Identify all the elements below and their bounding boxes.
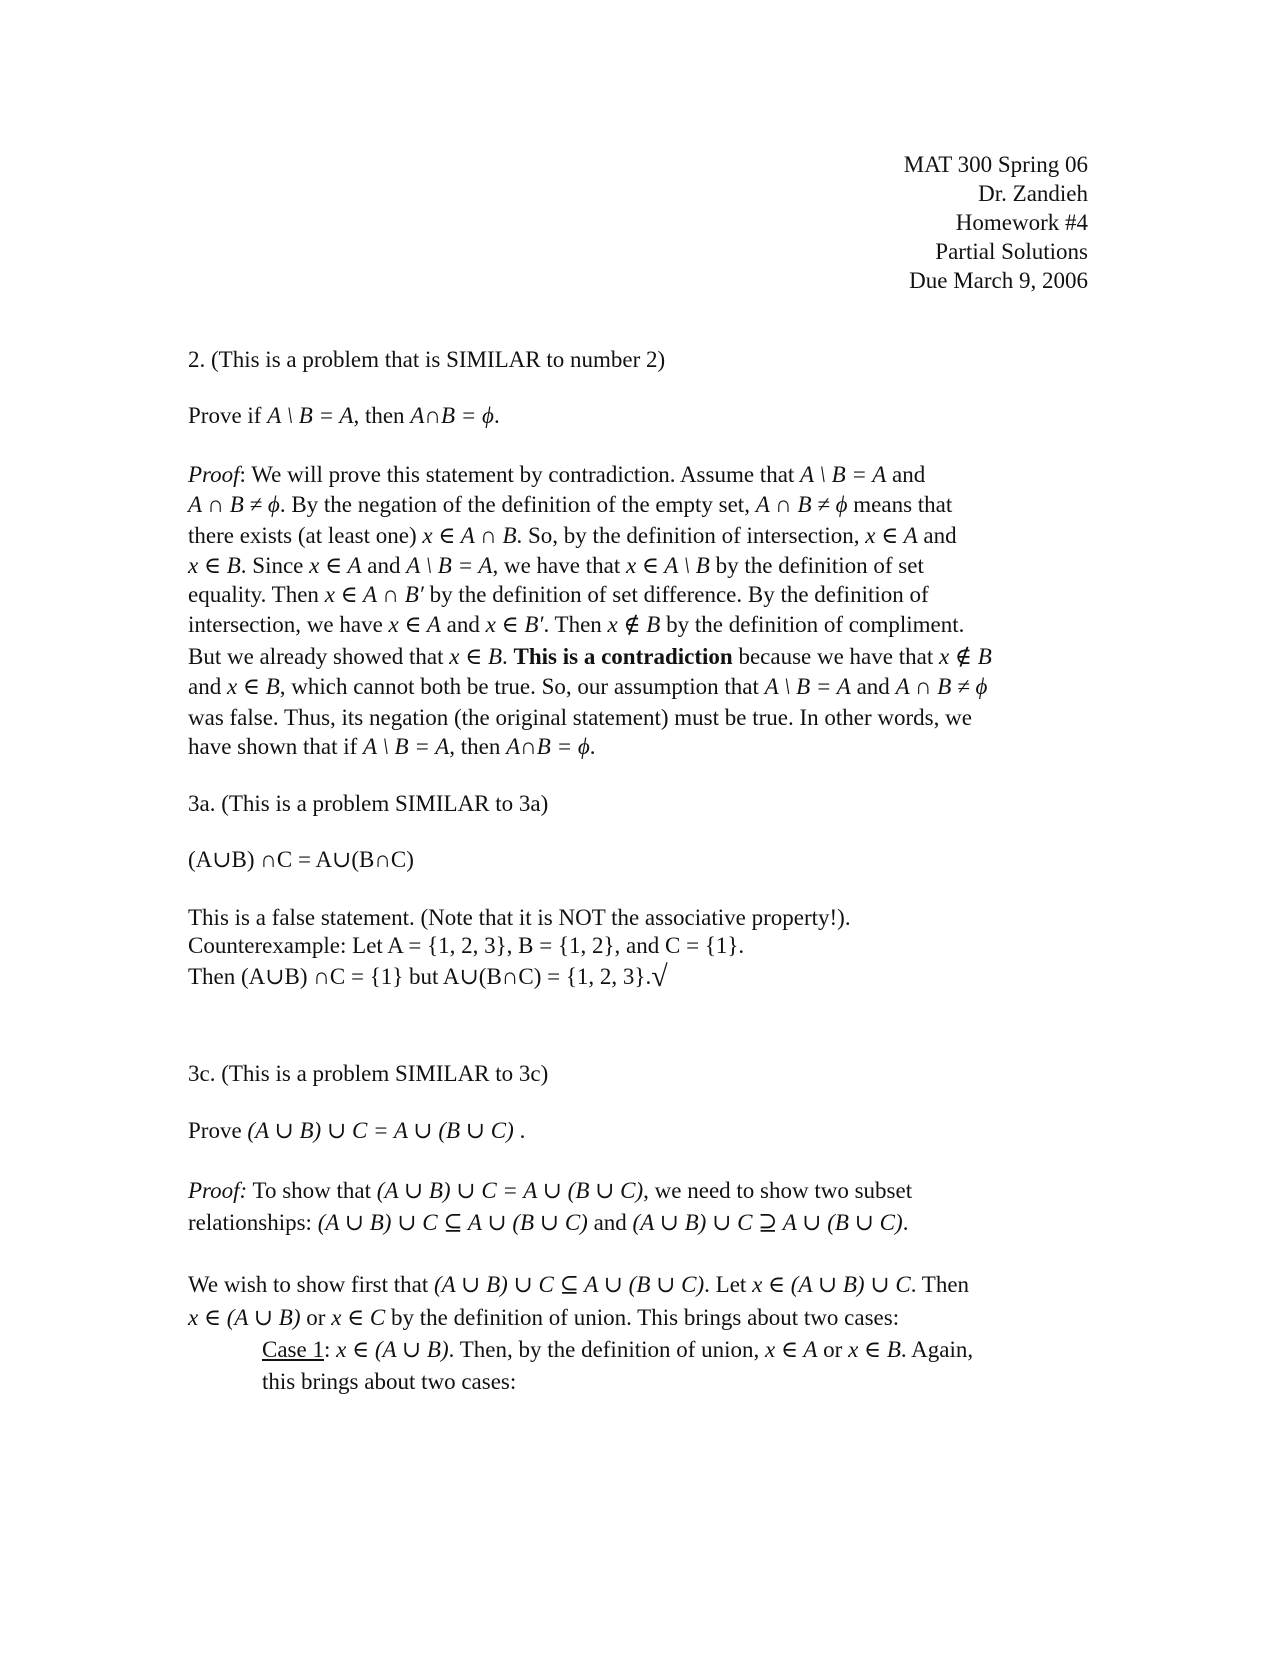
proof-3c-line-6: this brings about two cases: <box>262 1369 517 1394</box>
text: equality. Then <box>188 582 325 607</box>
formula: x ∈ (A ∪ B) ∪ C <box>752 1272 911 1297</box>
text: by the definition of set <box>709 553 924 578</box>
instructor-name: Dr. Zandieh <box>978 181 1088 206</box>
formula: x ∈ A ∩ B′ <box>324 582 424 607</box>
text: by the definition of compliment. <box>660 612 965 637</box>
formula: (A ∪ B) ∪ C = A ∪ (B ∪ C) <box>247 1118 514 1143</box>
text: , we have that <box>492 553 626 578</box>
proof-2-line-6 <box>188 610 964 640</box>
due-date: Due March 9, 2006 <box>909 268 1088 293</box>
formula: (A ∪ B) ∪ C ⊆ A ∪ (B ∪ C) <box>317 1210 588 1235</box>
proof-3c-line-4 <box>188 1303 899 1333</box>
problem-2-heading: 2. (This is a problem that is SIMILAR to number 2) <box>188 347 666 372</box>
formula: x ∈ A <box>765 1337 818 1362</box>
text: have shown that if <box>188 734 364 759</box>
problem-3a-heading: 3a. (This is a problem SIMILAR to 3a) <box>188 791 549 816</box>
proof-label: Proof <box>188 462 240 487</box>
text: To show that <box>247 1178 377 1203</box>
problem-3a-statement: (A∪B) ∩C = A∪(B∩C) <box>188 847 414 872</box>
text: . Since <box>240 553 310 578</box>
formula: A∩B = ϕ <box>506 734 590 759</box>
proof-label: Proof: <box>188 1178 248 1203</box>
text: and <box>440 612 486 637</box>
text: and <box>917 523 957 548</box>
text: , then <box>449 734 507 759</box>
formula: A \ B = A <box>800 462 887 487</box>
text: and <box>886 462 926 487</box>
text: . So, by the definition of intersection, <box>516 523 866 548</box>
formula: x ∈ B <box>449 644 503 669</box>
text: : <box>323 1337 337 1362</box>
formula: (A ∪ B) ∪ C ⊇ A ∪ (B ∪ C) <box>632 1210 903 1235</box>
text: . Then, by the definition of union, <box>448 1337 766 1362</box>
text: . Then <box>910 1272 970 1297</box>
formula: x ∈ B <box>226 674 280 699</box>
text: But we already showed that <box>188 644 450 669</box>
contradiction-emphasis: This is a contradiction <box>513 644 733 669</box>
proof-2-line-10 <box>188 732 596 762</box>
text: We wish to show first that <box>188 1272 435 1297</box>
text: or <box>300 1305 332 1330</box>
proof-3c-line-2 <box>188 1208 908 1238</box>
problem-3a-line-3 <box>188 960 668 992</box>
text: and <box>188 674 227 699</box>
text: by the definition of set difference. By the definition of <box>423 582 929 607</box>
proof-3c-line-1 <box>188 1176 912 1206</box>
formula: x ∈ B <box>848 1337 901 1362</box>
formula: x ∉ B <box>607 612 661 637</box>
text: relationships: <box>188 1210 318 1235</box>
text: . <box>493 403 500 428</box>
formula: x ∈ B <box>188 553 241 578</box>
assignment-title: Homework #4 <box>955 210 1088 235</box>
problem-2-prompt <box>188 401 500 431</box>
problem-3a-line-2: Counterexample: Let A = {1, 2, 3}, B = {1, 2}, and C = {1}. <box>188 933 745 958</box>
formula: A ∩ B ≠ ϕ <box>755 492 848 517</box>
text: , we need to show two subset <box>643 1178 913 1203</box>
proof-2-line-4 <box>188 551 924 581</box>
proof-2-line-2 <box>188 490 952 520</box>
text: , then <box>353 403 411 428</box>
problem-3a-line-1: This is a false statement. (Note that it is NOT the associative property!). <box>188 905 851 930</box>
text: because we have that <box>732 644 939 669</box>
formula: A \ B = A <box>363 734 450 759</box>
text: Then (A∪B) ∩C = {1} but A∪(B∩C) = {1, 2, 3}. <box>188 964 652 989</box>
text: . <box>513 1118 526 1143</box>
formula: x ∈ C <box>331 1305 386 1330</box>
text: intersection, we have <box>188 612 389 637</box>
text: and <box>361 553 407 578</box>
text: there exists (at least one) <box>188 523 423 548</box>
formula: x ∈ (A ∪ B) <box>336 1337 449 1362</box>
proof-2-line-5 <box>188 580 929 610</box>
text: . Then <box>543 612 608 637</box>
text: . Again, <box>900 1337 974 1362</box>
formula: A∩B = ϕ <box>410 403 494 428</box>
text: Prove if <box>188 403 268 428</box>
text: , which cannot both be true. So, our assumption that <box>279 674 765 699</box>
text: means that <box>847 492 953 517</box>
formula: x ∈ A ∩ B <box>422 523 517 548</box>
formula: A \ B = A <box>764 674 851 699</box>
formula: (A ∪ B) ∪ C ⊆ A ∪ (B ∪ C) <box>434 1272 705 1297</box>
formula: A \ B = A <box>406 553 493 578</box>
formula: A ∩ B ≠ ϕ <box>188 492 280 517</box>
check-mark: √ <box>651 960 668 993</box>
text: . Let <box>704 1272 753 1297</box>
text: or <box>817 1337 849 1362</box>
formula: x ∈ A <box>309 553 362 578</box>
proof-2-line-8 <box>188 672 987 702</box>
formula: A ∩ B ≠ ϕ <box>895 674 988 699</box>
formula: x ∉ B <box>938 644 992 669</box>
text: . By the negation of the definition of the empty set, <box>279 492 756 517</box>
text: . <box>502 644 514 669</box>
proof-3c-line-3 <box>188 1270 969 1300</box>
proof-2-line-7 <box>188 642 992 672</box>
problem-3c-prompt <box>188 1116 525 1146</box>
document-header <box>904 150 1088 295</box>
proof-3c-case-1 <box>262 1335 973 1365</box>
text: and <box>587 1210 633 1235</box>
formula: (A ∪ B) ∪ C = A ∪ (B ∪ C) <box>376 1178 644 1203</box>
text: : We will prove this statement by contradiction. Assume that <box>239 462 801 487</box>
text: . <box>589 734 596 759</box>
formula: x ∈ A <box>865 523 918 548</box>
document-subtitle: Partial Solutions <box>935 239 1088 264</box>
formula: x ∈ (A ∪ B) <box>188 1305 301 1330</box>
case-label: Case 1 <box>262 1337 324 1362</box>
course-title: MAT 300 Spring 06 <box>903 152 1088 177</box>
text: and <box>850 674 896 699</box>
proof-2-line-3 <box>188 521 957 551</box>
text: by the definition of union. This brings about two cases: <box>385 1305 900 1330</box>
text: Prove <box>188 1118 248 1143</box>
formula: x ∈ A \ B <box>625 553 710 578</box>
formula: x ∈ A <box>388 612 441 637</box>
proof-2-line-1 <box>188 460 925 490</box>
formula: A \ B = A <box>267 403 354 428</box>
formula: x ∈ B′ <box>485 612 544 637</box>
problem-3c-heading: 3c. (This is a problem SIMILAR to 3c) <box>188 1061 549 1086</box>
proof-2-line-9: was false. Thus, its negation (the original statement) must be true. In other words, we <box>188 705 972 730</box>
text: . <box>902 1210 909 1235</box>
